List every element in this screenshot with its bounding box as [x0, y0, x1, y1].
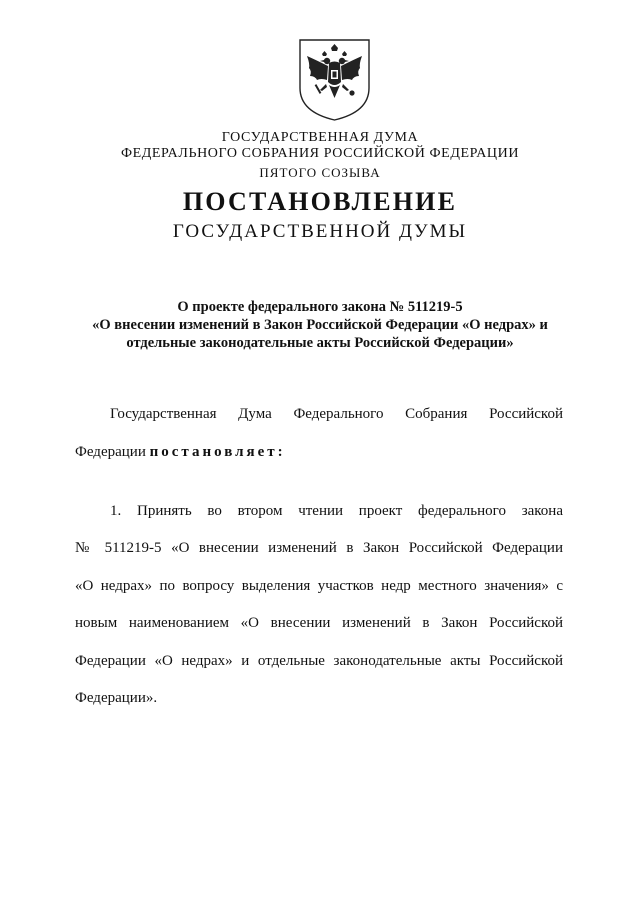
issuer-line-2: ФЕДЕРАЛЬНОГО СОБРАНИЯ РОССИЙСКОЙ ФЕДЕРАЦИИ	[120, 146, 520, 161]
document-title: ПОСТАНОВЛЕНИЕ	[182, 187, 458, 216]
document-subtitle: ГОСУДАРСТВЕННОЙ ДУМЫ	[172, 221, 468, 242]
bill-title-line-2: «О внесении изменений в Закон Российской Федерации «О недрах» и	[92, 317, 548, 333]
paragraph-line: Федерации».	[75, 690, 158, 706]
paragraph-line: новым наименованием «О внесении изменений в Закон Российской	[75, 615, 563, 631]
issuer-line-3: ПЯТОГО СОЗЫВА	[259, 165, 381, 180]
paragraph-line: Федерации «О недрах» и отдельные законодательные акты Российской	[75, 653, 563, 669]
paragraph-line: 1. Принять во втором чтении проект федерального закона	[110, 503, 563, 519]
bill-title-line-1: О проекте федерального закона № 511219-5	[177, 299, 463, 315]
resolution-verb: постановляет:	[149, 444, 286, 460]
coat-of-arms-icon	[298, 38, 371, 122]
paragraph-line: «О недрах» по вопросу выделения участков недр местного значения» с	[75, 578, 563, 594]
paragraph-line: № 511219-5 «О внесении изменений в Закон Российской Федерации	[75, 540, 563, 556]
preamble-line-1: Государственная Дума Федерального Собрания Российской	[110, 406, 563, 422]
preamble-line-2-prefix: Федерации	[75, 444, 150, 460]
issuer-line-1: ГОСУДАРСТВЕННАЯ ДУМА	[221, 130, 419, 145]
bill-title-line-3: отдельные законодательные акты Российской Федерации»	[126, 335, 514, 351]
preamble-line-2	[75, 443, 286, 461]
